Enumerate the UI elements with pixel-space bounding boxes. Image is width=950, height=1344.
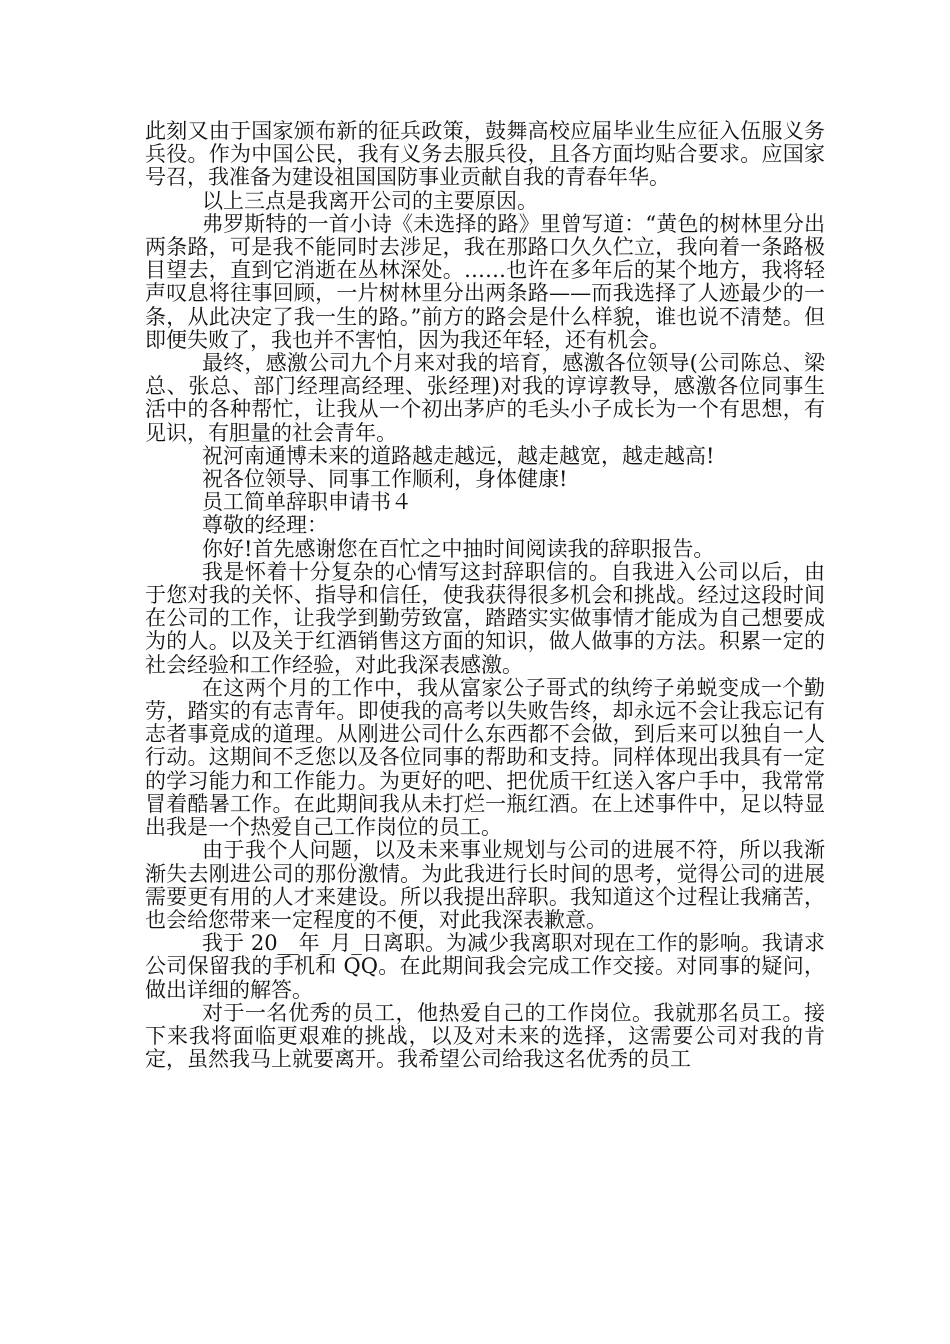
paragraph: 在这两个月的工作中，我从富家公子哥式的纨绔子弟蜕变成一个勤劳，踏实的有志青年。即使我的高考以失败告终，却永远不会让我忘记有志者事竟成的道理。从刚进公司什么东西都不会做，到后来可以独自一人行动。这期间不乏您以及各位同事的帮助和支持。同样体现出我具有一定的学习能力和工作能力。为更好的吧、把优质干红送入客户手中，我常常冒着酷暑工作。在此期间我从未打烂一瓶红酒。在上述事件中，足以特显出我是一个热爱自己工作岗位的员工。 xyxy=(145,675,825,840)
paragraph: 我是怀着十分复杂的心情写这封辞职信的。自我进入公司以后，由于您对我的关怀、指导和信任，使我获得很多机会和挑战。经过这段时间在公司的工作，让我学到勤劳致富，踏踏实实做事情才能成为自己想要成为的人。以及关于红酒销售这方面的知识，做人做事的方法。积累一定的社会经验和工作经验，对此我深表感激。 xyxy=(145,559,825,677)
salutation: 尊敬的经理： xyxy=(202,513,328,538)
paragraph: 以上三点是我离开公司的主要原因。 xyxy=(202,188,538,213)
paragraph: 你好!首先感谢您在百忙之中抽时间阅读我的辞职报告。 xyxy=(202,536,715,561)
paragraph: 祝河南通博未来的道路越走越远，越走越宽，越走越高! xyxy=(202,443,715,468)
paragraph: 此刻又由于国家颁布新的征兵政策，鼓舞高校应届毕业生应征入伍服义务兵役。作为中国公民，我有义务去服兵役，且各方面均贴合要求。应国家号召，我准备为建设祖国国防事业贡献自我的青春年华。 xyxy=(145,119,825,190)
paragraph: 最终，感激公司九个月来对我的培育，感激各位领导(公司陈总、梁总、张总、部门经理高经理、张经理)对我的谆谆教导，感激各位同事生活中的各种帮忙，让我从一个初出茅庐的毛头小子成长为一个有思想，有见识，有胆量的社会青年。 xyxy=(145,351,825,445)
section-heading: 员工简单辞职申请书４ xyxy=(202,490,412,515)
paragraph: 祝各位领导、同事工作顺利，身体健康! xyxy=(202,467,568,492)
paragraph: 我于 20__年_月_日离职。为减少我离职对现在工作的影响。我请求公司保留我的手机和 QQ。在此期间我会完成工作交接。对同事的疑问，做出详细的解答。 xyxy=(145,931,825,1002)
paragraph: 弗罗斯特的一首小诗《未选择的路》里曾写道：“黄色的树林里分出两条路，可是我不能同时去涉足，我在那路口久久伫立，我向着一条路极目望去，直到它消逝在丛林深处。……也许在多年后的某个地方，我将轻声叹息将往事回顾，一片树林里分出两条路——而我选择了人迹最少的一条，从此决定了我一生的路。”前方的路会是什么样貌，谁也说不清楚。但即便失败了，我也并不害怕，因为我还年轻，还有机会。 xyxy=(145,211,825,352)
paragraph: 由于我个人问题，以及未来事业规划与公司的进展不符，所以我渐渐失去刚进公司的那份激情。为此我进行长时间的思考，觉得公司的进展需要更有用的人才来建设。所以我提出辞职。我知道这个过程让我痛苦，也会给您带来一定程度的不便，对此我深表歉意。 xyxy=(145,838,825,932)
document-page xyxy=(145,120,825,1071)
paragraph: 对于一名优秀的员工，他热爱自己的工作岗位。我就那名员工。接下来我将面临更艰难的挑战，以及对未来的选择，这需要公司对我的肯定，虽然我马上就要离开。我希望公司给我这名优秀的员工 xyxy=(145,1000,825,1072)
